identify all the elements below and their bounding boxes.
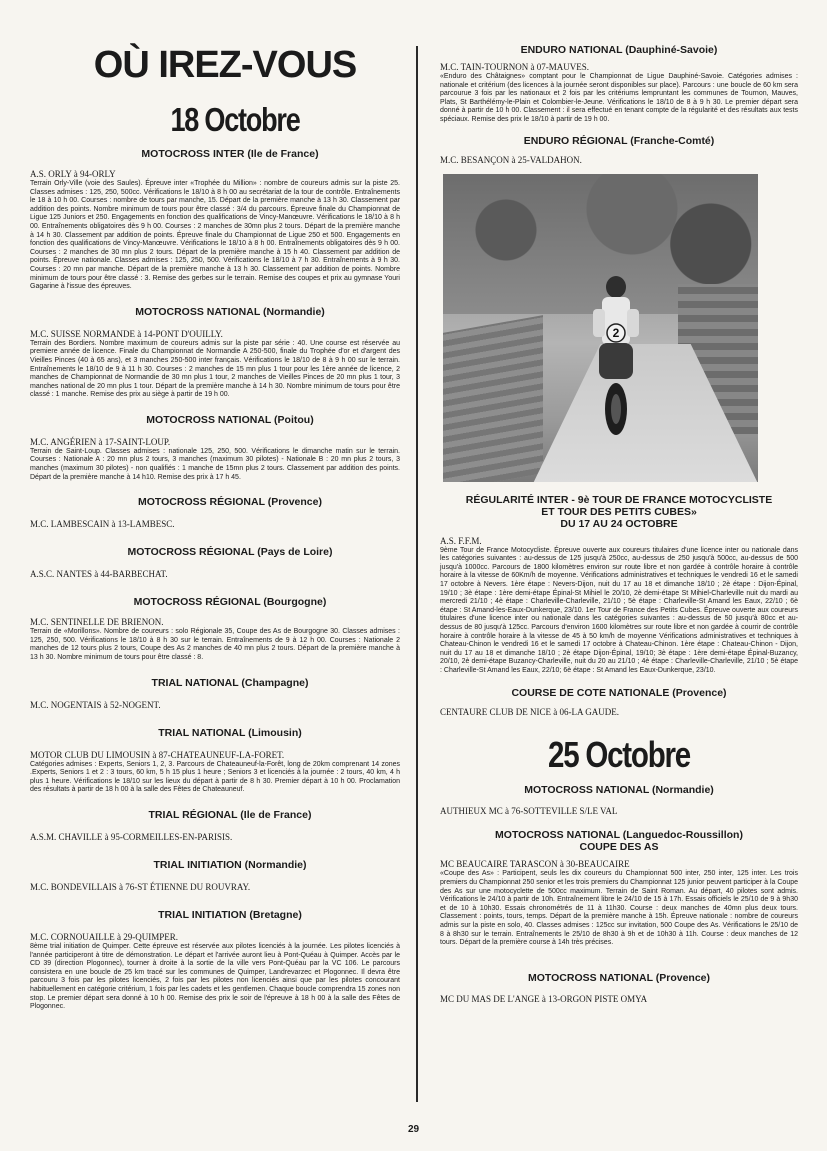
event-heading: ENDURO RÉGIONAL (Franche-Comté) [523,134,715,147]
event-enduro-national-dauphine [440,44,798,125]
event-trial-national-limousin [30,727,400,795]
event-heading: TRIAL RÉGIONAL (Ile de France) [148,809,312,821]
event-course-de-cote [440,687,798,718]
event-motocross-regional-bourgogne [30,596,400,662]
event-motocross-national-normandie [30,306,400,400]
event-heading-line2: ET TOUR DES PETITS CUBES» [541,505,697,518]
date-heading-25-october: 25 Octobre [548,734,690,776]
event-motocross-inter-idf [30,148,400,292]
event-enduro-regional-franche-comte [440,135,798,166]
column-divider [416,46,418,1102]
event-details: Catégories admises : Experts, Seniors 1, 2, 3. Parcours de Chateauneuf-la-Forêt, long de 20km comprenant 14 zones .Experts, Seniors 1 et 2 : 3 tours, 60 km, 5 h 15 plus 1 heure ; Seniors 3 et licenciés à la journée : 2 tours, 40 km, 4 h plus 1 heure. Vérifications le 18/10 sur les lieux du départ à partir de 8 h 30. Premier départ à 10 h 00. Proclamation des résultats à partir de 18 h 00 à la salle des Fêtes de Chateauneuf. [30,760,400,794]
event-club: MC DU MAS DE L'ANGE à 13-ORGON PISTE OMYA [440,993,648,1004]
event-heading: ENDURO NATIONAL (Dauphiné-Savoie) [520,44,718,56]
event-details: Terrain de «Morillons». Nombre de coureurs : solo Régionale 35, Coupe des As de Bourgogne 30. Classes admises : 125, 250, 500. Vérifications le 18/10 à 8 h 30 sur le terrain. Entraînements de 9 à 12 h 00. Courses : Nationale 2 manches de 12 tours plus 2 tours, Coupe des As 2 manches de 40 mn plus 2 tours. Départ de la première manche à 13 h 30. Nombre minimum de tours pour être classé : 8. [30,628,400,662]
event-details: 9ème Tour de France Motocycliste. Épreuve ouverte aux coureurs titulaires d'une licence inter ou nationale dans les catégories suivantes : au-dessus de 125 jusqu'à 250cc, au-dessus de 250 jusqu'à 500cc, au-dessus de 500 jusqu'à 1000cc. Parcours de 1800 kilomètres environ sur route libre et non gardée à contrôle horaire à contrôle horaire à la vitesse de 60Km/h de moyenne. Vérifications administratives et techniques le vendredi 16 et le samedi 17 octobre à Nevers. 1ère étape : Nevers-Dijon, nuit du 17 au 18 et dimanche 18/10 ; 2è étape : Dijon-Épinal, 19/10 ; 3è étape : 1ère demi-étape Épinal-St Mihiel le 20/10, 2è demi-étape St Mihiel-Charleville nuit du mardi au mercredi 21/10 ; 4è étape : Charleville-Charleville, 21/10 ; 5è étape : Charleville-St Amand les Eaux, 22/10 ; 6è étape : St Amand-les-Eaux-Dunkerque, 23/10. 1er Tour de France des Petits Cubes. Épreuve ouverte aux coureurs titulaires d'une licence inter ou nationale dans les catégories suivantes : au-dessus de 50 jusqu'à 80cc et au-dessus de 80 jusqu'à 125cc. Parcours d'environ 1600 kilomètres sur route libre et non gardée à courrir de contrôle horaire à contrôle horaire à la vitesse de 45 à 50 km/h de moyenne Vérifications administratives et techniques à Chateau-Chinon le vendredi 16 et le samedi 17 octobre à Chateau-Chinon. 1ère étape : Chateau-Chinon - Dijon, nuit du 17 au 18 et dimanche 18/10 ; 2è étape Dijon-Épinal, 19/10; 3è étape : 1ère demi-étape Épinal-Buzancy, 20/10, 2è demi-étape Buzancy-Charleville, nuit du 20 au 21/10 ; 4è étape : Charleville-Charleville, 21/10 ; 5è étape : Charleville-St Amand les Eaux, 22/10; 6è étape : St Amand les Eaux-Dunkerque, 23/10. [440,546,798,674]
event-club: M.C. ANGÉRIEN à 17-SAINT-LOUP. [30,436,171,447]
event-club: CENTAURE CLUB DE NICE à 06-LA GAUDE. [440,707,620,718]
event-heading: TRIAL NATIONAL (Limousin) [158,726,302,739]
event-heading-line1: RÉGULARITÉ INTER - 9è TOUR DE FRANCE MOTOCYCLISTE [465,493,773,506]
motorcycle-photo [443,174,758,482]
event-club: M.C. CORNOUAILLE à 29-QUIMPER. [30,932,178,942]
page-title: OÙ IREZ-VOUS [93,44,357,86]
event-club: M.C. SUISSE NORMANDE à 14-PONT D'OUILLY. [30,328,223,339]
event-heading: MOTOCROSS INTER (Ile de France) [141,148,319,160]
left-column [30,40,400,1012]
event-club: M.C. SENTINELLE DE BRIENON. [30,617,164,628]
event-motocross-regional-provence [30,496,400,530]
event-heading: TRIAL INITIATION (Bretagne) [158,909,302,921]
event-details: Terrain Orly-Ville (voie des Saules). Épreuve inter «Trophée du Million» : nombre de coureurs admis sur la piste 25. Classes admises : 125, 250, 500cc. Vérifications le 18/10 à 8 h 00 au secrétariat de la tour de contrôle. Entraînements le 18 à 10 h 00. Courses : nombre de tours par manche, 15. Départ de la première manche à 13 h 30. Classement par addition des points. Nombre minimum de tours pour être classé : 3/4 du parcours. Épreuve finale du Championnat de Ligue 125 Juniors et 250. Engagements en fonction des qualifications de Vincy-Manœuvre. Vérifications le 18/10 à 8 h 00. Entraînements obligatoires dès 9 h 00. Courses : 2 manches de 30mn plus 2 tours. Départ de la première manche à 14 h 30. Classement par addition de points. Épreuve finale du Championnat de Ligue 250 et 500. Engagements en fonction des qualifications de Vincy-Manœuvre. Vérifications le 18/10 à 8 h 00. Entraînements obligatoires dès 9 h 00. Courses : 2 manches de 30 mn plus 2 tours. Départ de la première manche à 15 h 40. Classement par addition de points. Épreuve nationale. Classes admises : 125, 250, 500. Vérifications le 18/10 à 7 h 30. Entraînements à 9 h 30. Courses : 20 mn par manche. Départ de la première manche à 13 h 30. Classement par addition de points. Nombre minimum de tours pour être classé : 3. Remise des gerbes sur le terrain. Remise des coupes et prix au gymnase Youri Gagarine à l'issue des épreuves. [30,180,400,291]
event-heading: TRIAL INITIATION (Normandie) [153,859,307,871]
event-club: A.S.M. CHAVILLE à 95-CORMEILLES-EN-PARISIS. [30,832,233,842]
event-heading: MOTOCROSS NATIONAL (Languedoc-Roussillon) [495,829,743,842]
race-number: 2 [612,325,620,340]
event-club: A.S. F.F.M. [440,535,482,546]
event-club: AUTHIEUX MC à 76-SOTTEVILLE S/LE VAL [440,806,618,817]
event-club: M.C. BONDEVILLAIS à 76-ST ÉTIENNE DU ROUVRAY. [30,882,251,892]
event-trial-initiation-bretagne [30,909,400,1012]
event-heading: MOTOCROSS RÉGIONAL (Pays de Loire) [127,546,333,559]
event-club: M.C. LAMBESCAIN à 13-LAMBESC. [30,519,175,530]
event-subheading: COUPE DES AS [579,841,659,854]
event-dates: DU 17 AU 24 OCTOBRE [560,517,678,530]
event-club: A.S.C. NANTES à 44-BARBECHAT. [30,569,168,580]
event-details: Terrain de Saint-Loup. Classes admises : nationale 125, 250, 500. Vérifications le dimanche matin sur le terrain. Courses : Nationale A : 20 mn plus 2 tours, 3 manches (maximum 30 pilotes) - Nationale B : 20 mn plus 2 tours, 3 manches (maximum 30 pilotes) - non qualifiés : 1 manche de 15mn plus 2 tours. Classement par addition des points. Départ de la première manche à 14 h10. Remise des prix à 17 h 45. [30,447,400,481]
event-heading: MOTOCROSS RÉGIONAL (Bourgogne) [133,596,327,609]
event-club: MC BEAUCAIRE TARASCON à 30-BEAUCAIRE [440,859,630,870]
event-heading: MOTOCROSS NATIONAL (Poitou) [146,413,314,426]
page-number: 29 [407,1124,420,1135]
event-heading: COURSE DE COTE NATIONALE (Provence) [511,687,727,700]
event-club: M.C. TAIN-TOURNON à 07-MAUVES. [440,62,589,72]
event-club: M.C. NOGENTAIS à 52-NOGENT. [30,699,161,710]
event-regularite-inter [440,494,798,676]
event-trial-national-champagne [30,677,400,711]
event-details: Terrain des Bordiers. Nombre maximum de coureurs admis sur la piste par série : 40. Une course est réservée au premiere année de licence. Finale du Championnat de Normandie A 250-500, finale du Trophée d'or et d'argent des Vieilles Pinces (40 à 65 ans), et 3 manches 250-500 inter français. Vérifications le 18/10 de 8 à 9 h 00 sur le terrain. Entraînements le 18/10 de 9 à 11 h 30. Courses : 2 manches de 15 mn plus 1 tour pour les 1ère année de licence, 2 manches de Championnat de Normandie de 30 mn plus 1 tour, 2 manches de Vieilles Pinces de 20 mn plus 1 tour, 3 manches national de 20 mn plus 1 tour. Départ de la première manche à 14 h 30. Nombre minimum de tours pour être classé : 1 manche. Remise des prix au siège à partir de 19 h 00. [30,339,400,399]
event-club: M.C. BESANÇON à 25-VALDAHON. [440,154,582,165]
event-trial-regional-idf [30,809,400,843]
right-column [440,44,798,1005]
date-heading-18-october: 18 Octobre [170,101,300,138]
event-heading: MOTOCROSS NATIONAL (Normandie) [524,784,714,797]
photo-stone-wall-left [443,315,543,482]
event-heading: MOTOCROSS NATIONAL (Provence) [527,971,711,984]
event-motocross-national-normandie-25 [440,784,798,817]
event-motocross-national-languedoc [440,829,798,947]
event-details: «Coupe des As» : Participent, seuls les dix coureurs du Championnat 500 inter, 250 inter, 125 inter. Les trois premiers du Championnat 250 senior et les trois premiers du Championnat 125 junior peuvent participer à la Coupe des As sur une motocyclette de 500cc maximum. Terrain de Saint Roman. Au départ, 40 pilotes sont admis. Vérifications le 24/10 à partir de 10h. Entraînement libre le 24/10 de 15 à 17h. Essais officiels le 25/10 de 9 à 9h30 et de 10 à 10h30. Essais chronométrés de 11 à 11h30. Course : deux manches de 40mn plus deux tours. Classement : points, tours, temps. Départ de la première manche à 15h. Épreuve nationale : nombre de coureurs admis sur la piste en solo, 40. Classes admises : 125cc sur invitation, 500 Coupe des As. Vérifications le 25/10 de 8 à 8h30 sur le terrain. Entraînements le 25/10 de 8h30 à 9h et de 10h30 à 11h. Course : deux manches de 12 tours. Départ de la première course à 14h très précises. [440,870,798,947]
event-heading: TRIAL NATIONAL (Champagne) [151,676,309,689]
event-heading: MOTOCROSS RÉGIONAL (Provence) [138,496,322,509]
event-motocross-national-poitou [30,414,400,482]
event-trial-initiation-normandie [30,859,400,893]
event-club: A.S. ORLY à 94-ORLY [30,169,116,179]
motorcycle-rider-figure [585,269,647,439]
event-details: «Enduro des Châtaignes» comptant pour le Championnat de Ligue Dauphiné-Savoie. Catégories admises : nationale et critérium (des licences à la journée seront disponibles sur place). Parcours : une boucle de 60 km sera parcourue 3 fois par les nationaux et 2 fois par les critériums lempruntant les communes de Tournon, Mauves, Plats, St Barthélémy-le-Plain et Colombier-le-Jeune. Vérifications le 18/10 de 8 à 9 h 30. Le premier départ sera donné à partir de 10 h 00. Classement : il sera effectué en tenant compte de la régularité et des résultats aux tests spéciaux. Remise des prix le 18/10 à partir de 19 h 00. [440,73,798,123]
event-motocross-national-provence-25 [440,972,798,1005]
event-details: 8ème trial initiation de Quimper. Cette épreuve est réservée aux pilotes licenciés à la journée. Les pilotes licenciés à l'année participeront à titre de démonstration. Le départ et l'arrivée auront lieu à Pont-Quéau à Quimper. Accès par le CD 39 (direction Plogonnec), tourner à droite à la sortie de la ville vers Pont-Quéau par la VC 106. Le parcours consistera en une boucle de 25 km tracé sur les communes de Quimper, Landrevarzec et Plogonnec. Il devra être parcouru 3 fois par les pilotes licenciés, 2 fois par les pilotes non licenciés ainsi que par les pilotes concourant habituellement en catégorie critérium, 1 fois par les cadets et les gentlemen. Chaque boucle comprendra 15 zones non stop. Le premier départ sera donné à 10 h 00. Remise des prix le soir de l'épreuve à 18 h 00 à la salle des Fêtes de Plogonnec. [30,943,400,1011]
event-heading: MOTOCROSS NATIONAL (Normandie) [135,305,325,318]
event-club: MOTOR CLUB DU LIMOUSIN à 87-CHATEAUNEUF-LA-FORET. [30,749,285,760]
event-motocross-regional-pays-de-loire [30,546,400,580]
